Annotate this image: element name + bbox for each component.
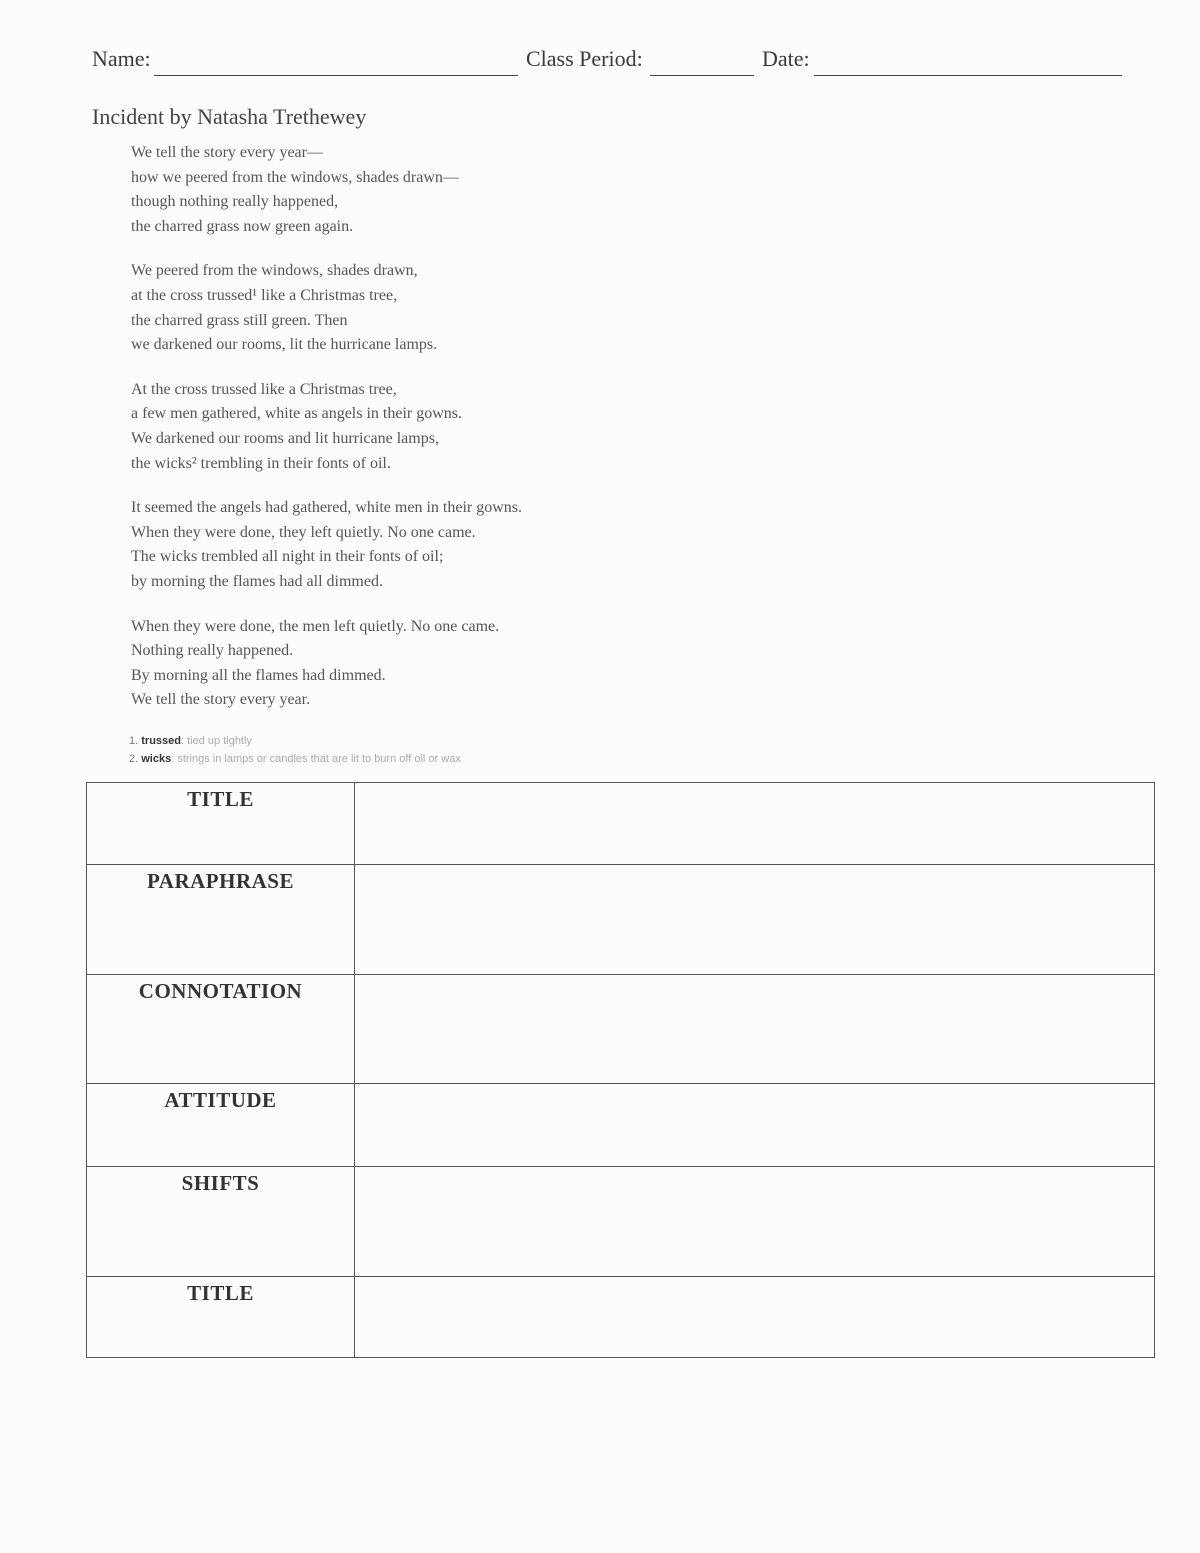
footnote-definition: : strings in lamps or candles that are lit to burn off oil or wax <box>171 753 461 765</box>
poem-stanza <box>131 615 522 713</box>
poem-line: how we peered from the windows, shades drawn— <box>131 168 459 186</box>
tpcastt-row <box>87 865 1155 975</box>
poem-line: we darkened our rooms, lit the hurricane lamps. <box>131 336 438 354</box>
poem-body <box>131 141 522 733</box>
student-info-header <box>92 46 1122 80</box>
footnote-term: wicks <box>141 753 172 765</box>
class-period-label: Class Period: <box>526 46 643 71</box>
tpcastt-label: TITLE <box>87 1277 355 1358</box>
poem-line: a few men gathered, white as angels in their gowns. <box>131 405 463 423</box>
poem-line: The wicks trembled all night in their fonts of oil; <box>131 548 444 566</box>
poem-line: We peered from the windows, shades drawn, <box>131 262 418 280</box>
footnote-number: 2. <box>129 753 139 765</box>
tpcastt-answer-cell[interactable] <box>355 1167 1155 1277</box>
poem-line: by morning the flames had all dimmed. <box>131 572 383 590</box>
date-blank[interactable] <box>814 75 1122 76</box>
tpcastt-row <box>87 975 1155 1084</box>
footnote-definition: : tied up tightly <box>181 735 252 747</box>
footnote-term: trussed <box>141 735 181 747</box>
tpcastt-label: SHIFTS <box>87 1167 355 1277</box>
poem-title: Incident by Natasha Trethewey <box>92 104 367 129</box>
poem-stanza <box>131 141 522 239</box>
poem-line: Nothing really happened. <box>131 642 294 660</box>
poem-stanza <box>131 496 522 594</box>
footnote <box>129 750 461 768</box>
tpcastt-label: CONNOTATION <box>87 975 355 1084</box>
poem-line: at the cross trussed¹ like a Christmas tree, <box>131 286 398 304</box>
poem-line: We darkened our rooms and lit hurricane lamps, <box>131 429 439 447</box>
tpcastt-answer-cell[interactable] <box>355 865 1155 975</box>
tpcastt-answer-cell[interactable] <box>355 783 1155 865</box>
tpcastt-answer-cell[interactable] <box>355 1277 1155 1358</box>
poem-line: When they were done, the men left quietly. No one came. <box>131 617 500 635</box>
footnote-number: 1. <box>129 735 139 747</box>
poem-line: the charred grass now green again. <box>131 217 354 235</box>
tpcastt-label: ATTITUDE <box>87 1084 355 1167</box>
poem-line: though nothing really happened, <box>131 193 339 211</box>
footnote <box>129 732 461 750</box>
tpcastt-answer-cell[interactable] <box>355 975 1155 1084</box>
class-period-blank[interactable] <box>650 75 754 76</box>
poem-line: the charred grass still green. Then <box>131 311 348 329</box>
poem-line: By morning all the flames had dimmed. <box>131 666 386 684</box>
date-label: Date: <box>762 46 810 71</box>
tpcastt-row <box>87 783 1155 865</box>
poem-line: We tell the story every year— <box>131 144 323 161</box>
tpcastt-table <box>86 782 1155 1358</box>
tpcastt-label: TITLE <box>87 783 355 865</box>
poem-line: When they were done, they left quietly. No one came. <box>131 523 476 541</box>
poem-line: the wicks² trembling in their fonts of oil. <box>131 454 391 472</box>
poem-stanza <box>131 259 522 357</box>
poem-stanza <box>131 378 522 476</box>
tpcastt-row <box>87 1277 1155 1358</box>
poem-line: It seemed the angels had gathered, white men in their gowns. <box>131 499 522 517</box>
tpcastt-row <box>87 1167 1155 1277</box>
poem-line: At the cross trussed like a Christmas tree, <box>131 380 397 398</box>
name-blank[interactable] <box>154 75 518 76</box>
tpcastt-row <box>87 1084 1155 1167</box>
tpcastt-label: PARAPHRASE <box>87 865 355 975</box>
tpcastt-answer-cell[interactable] <box>355 1084 1155 1167</box>
poem-line: We tell the story every year. <box>131 691 311 709</box>
name-label: Name: <box>92 46 151 71</box>
footnotes <box>129 732 461 768</box>
